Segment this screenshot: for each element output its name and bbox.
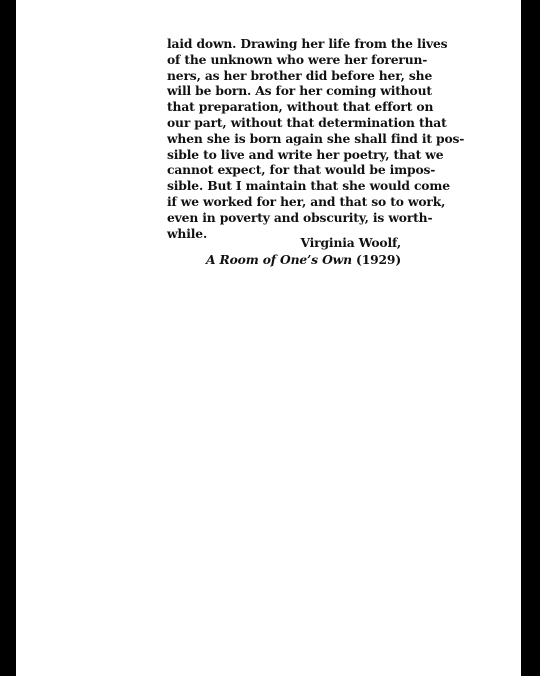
book-title: A Room of One’s Own [206, 252, 352, 267]
passage-line: ners, as her brother did before her, she [167, 67, 433, 83]
author-name: Virginia Woolf, [300, 235, 401, 250]
passage-line: while. [167, 225, 208, 241]
publication-year: (1929) [356, 252, 401, 267]
passage-line: our part, without that determination that [167, 114, 447, 130]
passage-line: that preparation, without that effort on [167, 99, 434, 115]
passage-line: cannot expect, for that would be impos- [167, 162, 436, 178]
passage-line: if we worked for her, and that so to work, [167, 193, 446, 209]
book-page [16, 0, 521, 676]
passage-line: laid down. Drawing her life from the lives [167, 36, 448, 51]
source-citation [167, 251, 401, 268]
passage-line: sible. But I maintain that she would come [167, 178, 450, 194]
quoted-passage [167, 36, 465, 241]
passage-line: when she is born again she shall find it pos- [167, 130, 465, 146]
passage-line: even in poverty and obscurity, is worth- [167, 209, 433, 225]
passage-line: of the unknown who were her forerun- [167, 51, 428, 67]
attribution [167, 234, 401, 268]
passage-line: will be born. As for her coming without [167, 83, 432, 99]
passage-line: sible to live and write her poetry, that we [167, 146, 444, 162]
